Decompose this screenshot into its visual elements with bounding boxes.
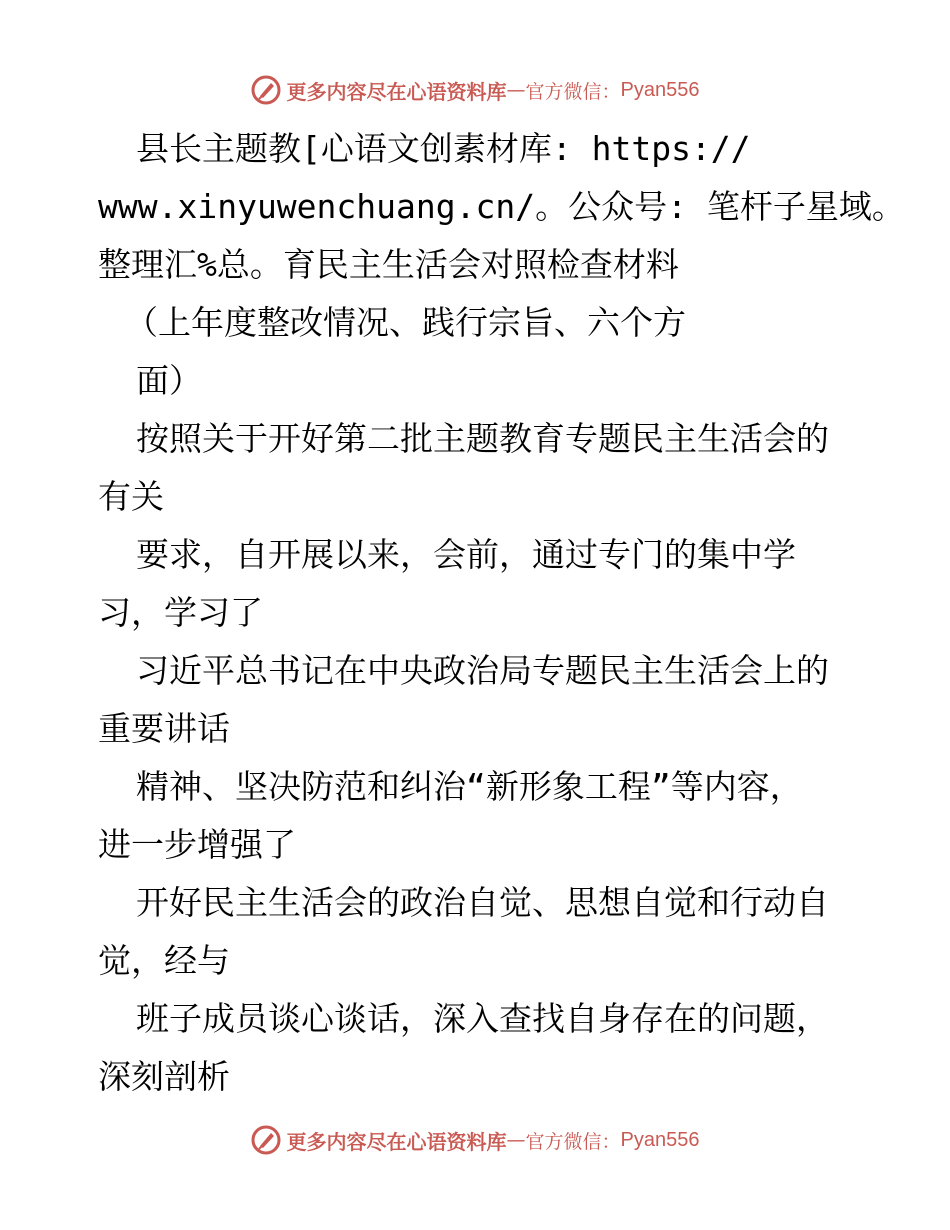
text-line: （上年度整改情况、践行宗旨、六个方 (125, 303, 686, 342)
text-line: 习，学习了 (98, 593, 263, 632)
footer-banner (0, 1120, 950, 1160)
text-line: 开好民主生活会的政治自觉、思想自觉和行动自 (136, 883, 829, 922)
text-line: 重要讲话 (98, 709, 230, 748)
text-line: 县长主题教[心语文创素材库: https:// (136, 129, 751, 168)
text-line: 精神、坚决防范和纠治“新形象工程”等内容， (136, 767, 803, 806)
text-line: 习近平总书记在中央政治局专题民主生活会上的 (136, 651, 829, 690)
text-line: 要求，自开展以来，会前，通过专门的集中学 (136, 535, 796, 574)
text-line: 觉，经与 (98, 941, 230, 980)
text-line: 班子成员谈心谈话，深入查找自身存在的问题， (136, 999, 829, 1038)
text-line: 进一步增强了 (98, 825, 296, 864)
banner-wechat-id: Pyan556 (620, 1128, 700, 1151)
text-line: 按照关于开好第二批主题教育专题民主生活会的 (136, 419, 829, 458)
document-body (98, 120, 905, 1106)
text-line: www.xinyuwenchuang.cn/。公众号: 笔杆子星域。 (98, 187, 905, 226)
text-line: 深刻剖析 (98, 1057, 230, 1096)
banner-brand: 更多内容尽在心语资料库 (286, 79, 507, 104)
banner-wechat-label: 官方微信： (525, 1130, 621, 1153)
banner-wechat-id: Pyan556 (620, 78, 700, 101)
text-line: 整理汇%总。育民主生活会对照检查材料 (98, 245, 679, 284)
quill-seal-icon (251, 75, 281, 105)
banner-brand: 更多内容尽在心语资料库 (286, 1129, 507, 1154)
banner-separator: — (506, 79, 526, 101)
header-banner (0, 70, 950, 110)
text-line: 面） (136, 361, 202, 400)
banner-separator: — (506, 1129, 526, 1151)
banner-wechat-label: 官方微信： (525, 80, 621, 103)
quill-seal-icon (251, 1125, 281, 1155)
text-line: 有关 (98, 477, 164, 516)
